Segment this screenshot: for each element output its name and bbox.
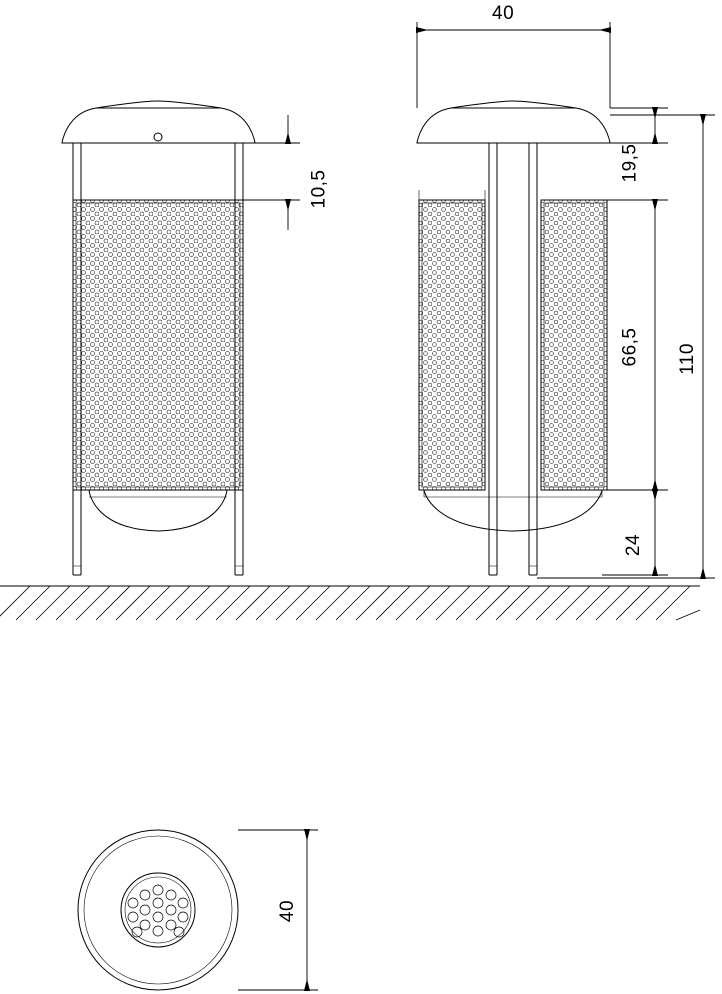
dimension-lines <box>238 22 715 990</box>
side-elevation-view <box>417 101 610 575</box>
dim-label-plan-diameter: 40 <box>277 899 299 923</box>
front-lid-outline <box>62 108 255 143</box>
side-column-tubes <box>489 143 537 575</box>
plan-outer-circle <box>78 830 238 990</box>
front-body-uprights-top <box>73 143 243 200</box>
front-elevation-view <box>62 101 255 575</box>
plan-grille-circle-inner <box>125 877 191 943</box>
dim-label-side-base-height: 24 <box>623 533 645 557</box>
dim-label-total-height: 110 <box>676 343 698 375</box>
side-base-side-edges <box>424 490 602 497</box>
front-mesh-panel <box>73 200 243 490</box>
dim-label-side-lid-height: 19,5 <box>619 143 641 183</box>
top-plan-view <box>78 830 238 990</box>
side-mesh-panel-right <box>541 200 607 490</box>
side-lid-top-crease <box>451 101 576 108</box>
side-base-bowl <box>424 490 602 531</box>
front-base-bowl <box>89 490 227 531</box>
dim-label-side-body-height: 66,5 <box>619 327 641 367</box>
dim-label-front-lid-height: 10,5 <box>308 169 330 209</box>
side-left-panel-top-stubs <box>419 190 485 200</box>
front-lid-top-crease <box>96 101 221 108</box>
side-lid-outline <box>417 108 610 143</box>
dim-label-side-width: 40 <box>492 3 515 24</box>
front-lid-hole <box>154 133 162 141</box>
plan-outer-circle-inner <box>84 836 232 984</box>
ground-line-hatching <box>0 586 700 620</box>
plan-grille-holes <box>128 885 188 937</box>
side-mesh-panel-left <box>419 200 485 490</box>
ground-hatch-lines <box>0 586 700 620</box>
